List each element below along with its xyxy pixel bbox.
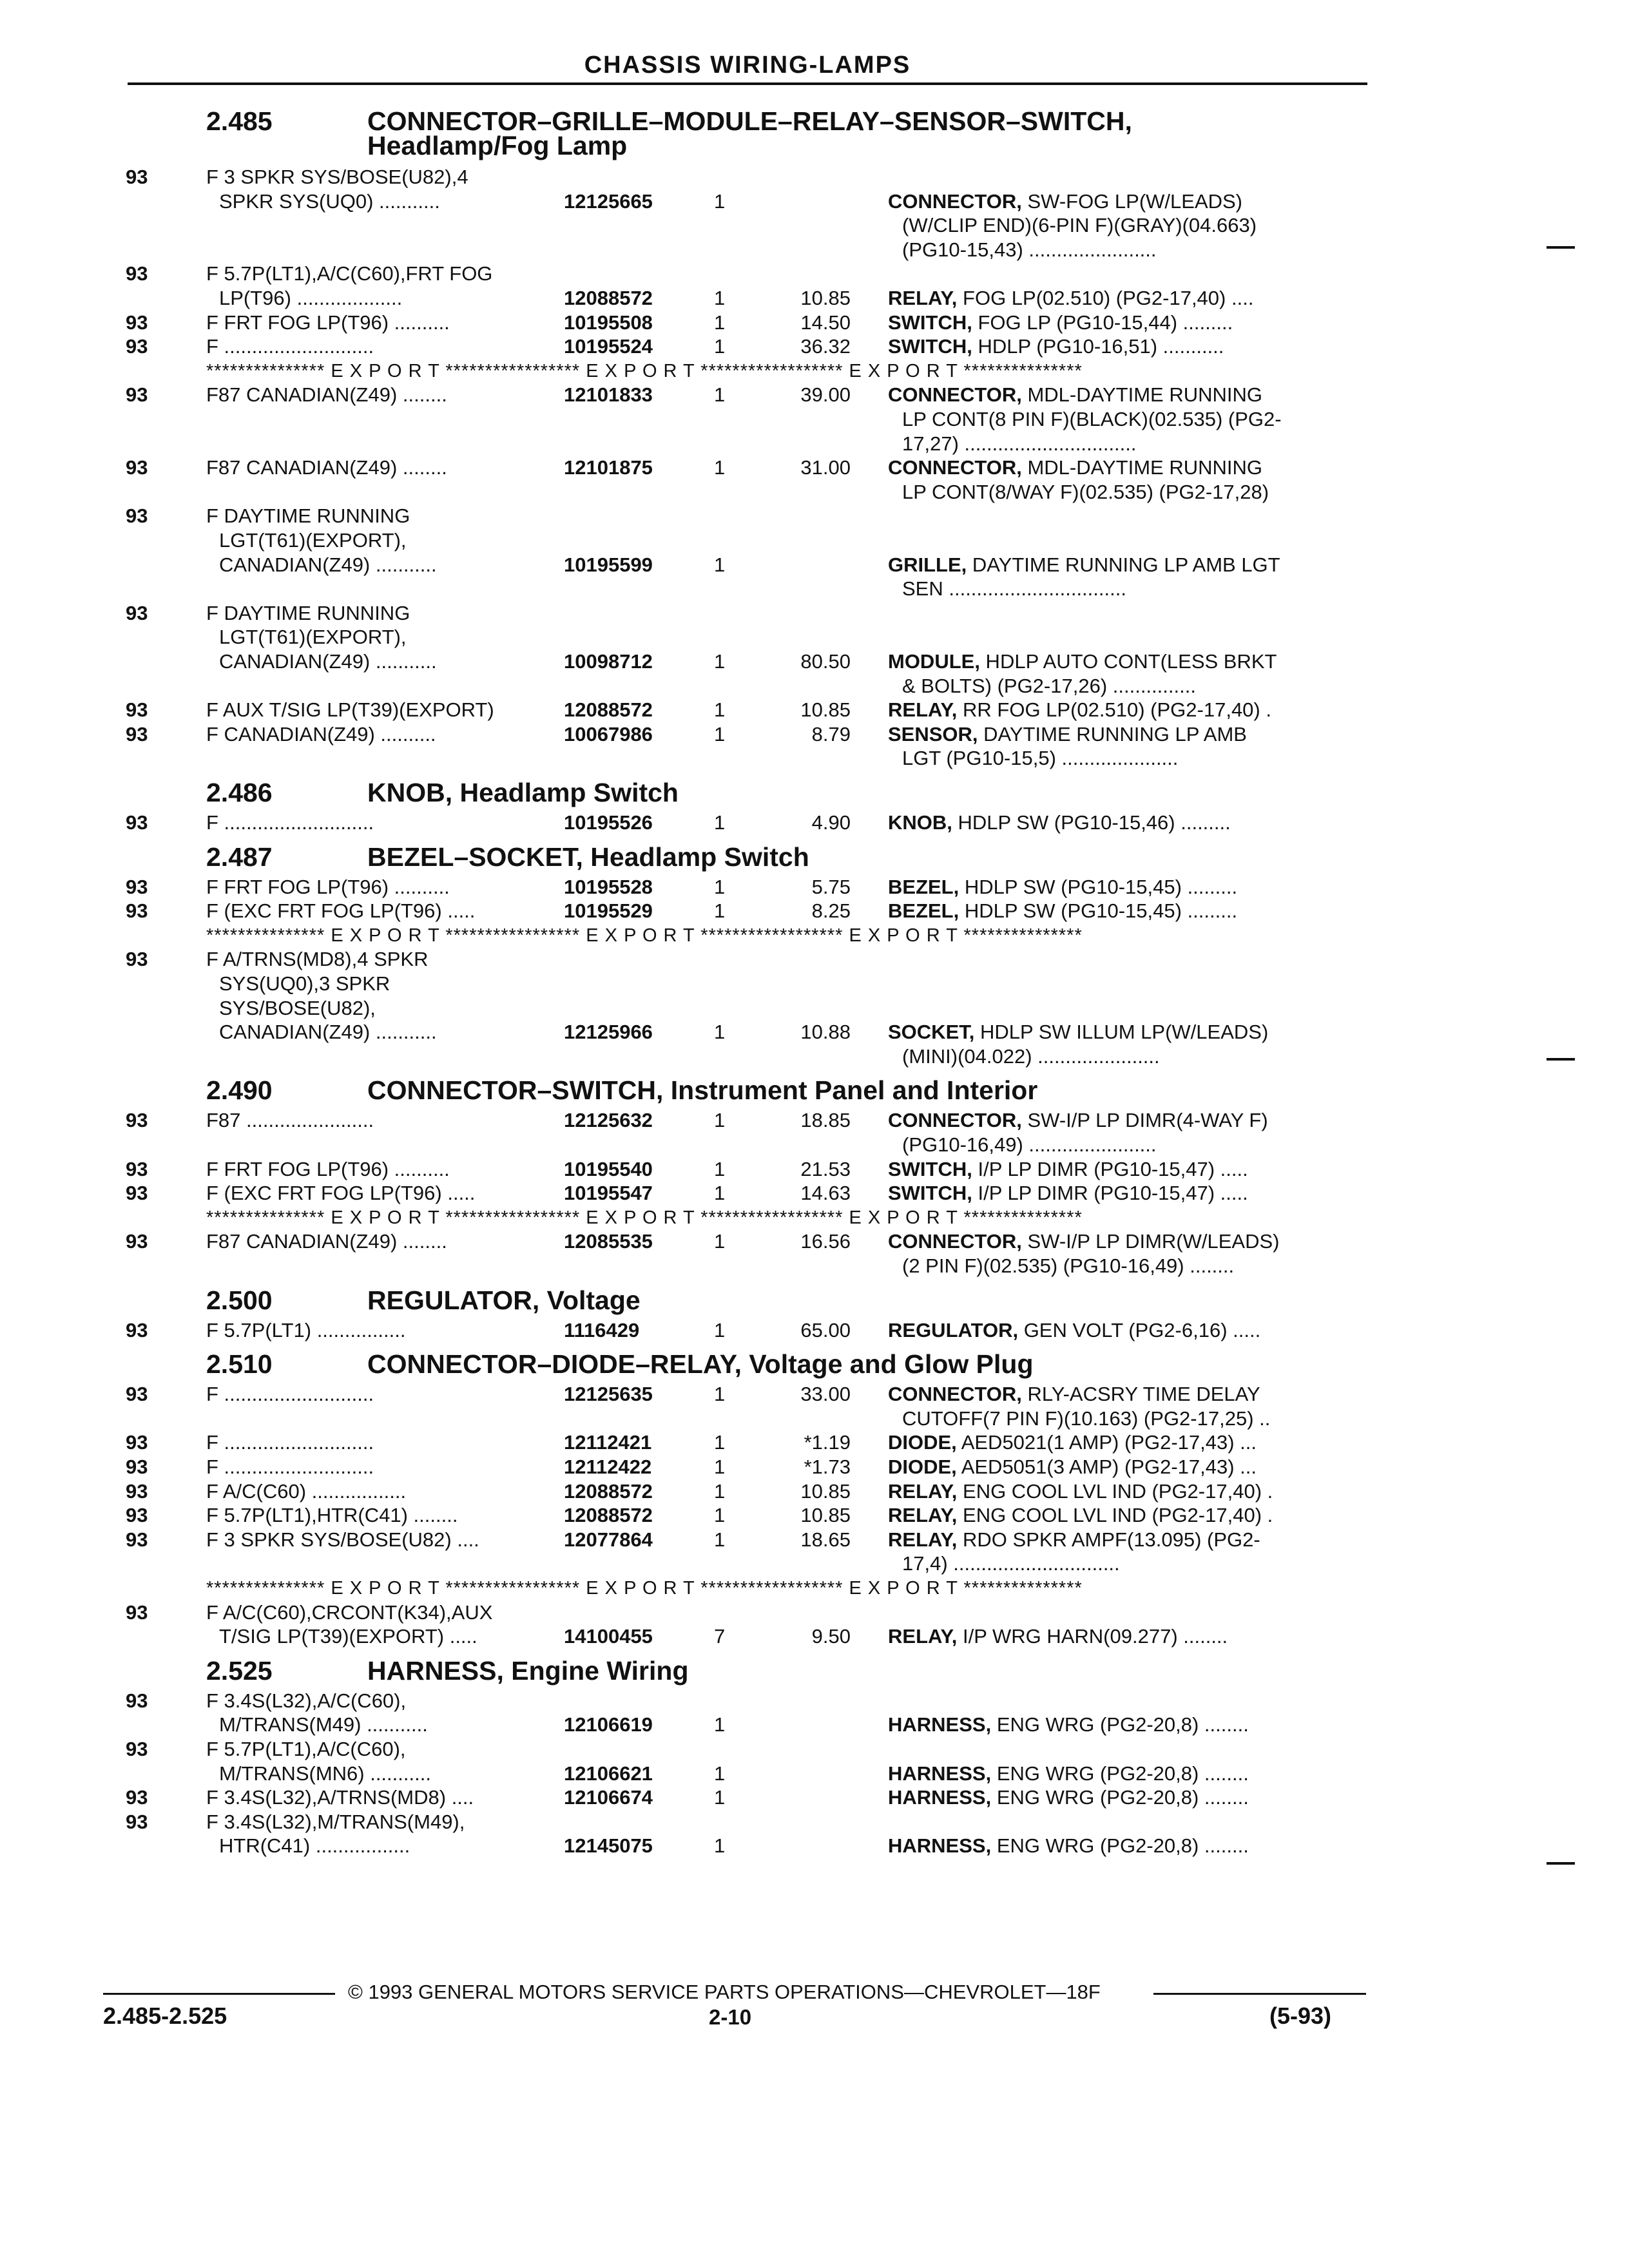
part-number: 12077864 (564, 1528, 653, 1551)
export-divider: *************** E X P O R T ***************** E X P O R T ****************** E X P O R T *************** (206, 1207, 1083, 1228)
description: SWITCH, I/P LP DIMR (PG10-15,47) ..... (888, 1182, 1248, 1205)
margin-mark (1547, 246, 1575, 249)
application: F 3 SPKR SYS/BOSE(U82),4 (206, 166, 468, 188)
model-year: 93 (126, 456, 148, 479)
section-title: BEZEL–SOCKET, Headlamp Switch (367, 841, 809, 872)
part-number: 12106674 (564, 1786, 653, 1809)
description: RELAY, FOG LP(02.510) (PG2-17,40) .... (888, 287, 1254, 309)
listing-line (0, 359, 1629, 383)
part-number: 1116429 (564, 1318, 640, 1341)
part-number: 12112422 (564, 1456, 652, 1478)
price: 21.53 (800, 1157, 851, 1180)
price: 18.85 (800, 1109, 851, 1132)
application: F ........................... (206, 1431, 374, 1454)
price: 5.75 (811, 875, 851, 898)
listing-line (0, 286, 1629, 311)
description: SWITCH, HDLP (PG10-16,51) ........... (888, 335, 1224, 358)
listing-line (0, 577, 1629, 601)
application: SYS/BOSE(U82), (219, 996, 376, 1019)
description: (PG10-16,49) ....................... (902, 1133, 1157, 1156)
quantity: 1 (714, 875, 726, 898)
price: 8.79 (811, 722, 851, 745)
quantity: 7 (714, 1625, 726, 1648)
part-number: 10067986 (564, 722, 653, 745)
price: 10.85 (800, 287, 851, 309)
quantity: 1 (714, 722, 726, 745)
listing-line (0, 722, 1629, 747)
price: 10.88 (800, 1021, 851, 1044)
description: LP CONT(8 PIN F)(BLACK)(02.535) (PG2- (902, 408, 1282, 430)
application: HTR(C41) ................. (219, 1834, 410, 1858)
application: F 3.4S(L32),M/TRANS(M49), (206, 1810, 465, 1833)
model-year: 93 (126, 1456, 148, 1478)
price: 31.00 (800, 456, 851, 479)
listing-line (0, 1834, 1629, 1858)
application: SPKR SYS(UQ0) ........... (219, 189, 440, 213)
listing-line (0, 1020, 1629, 1044)
quantity: 1 (714, 811, 726, 834)
description: RELAY, ENG COOL LVL IND (PG2-17,40) . (888, 1479, 1273, 1503)
model-year: 93 (126, 899, 148, 923)
quantity: 1 (714, 1109, 726, 1132)
quantity: 1 (714, 553, 726, 576)
application: F 5.7P(LT1),A/C(C60),FRT FOG (206, 262, 493, 285)
model-year: 93 (126, 262, 148, 285)
listing-line (0, 407, 1629, 432)
price: 4.90 (811, 811, 851, 834)
quantity: 1 (714, 1182, 726, 1205)
footer-rule-right (1153, 1993, 1366, 1995)
quantity: 1 (714, 335, 726, 358)
description: CONNECTOR, RLY-ACSRY TIME DELAY (888, 1383, 1260, 1406)
application: CANADIAN(Z49) ........... (219, 650, 437, 673)
model-year: 93 (126, 875, 148, 898)
part-number: 12125632 (564, 1109, 653, 1132)
section-number: 2.500 (206, 1285, 273, 1315)
description: DIODE, AED5051(3 AMP) (PG2-17,43) ... (888, 1456, 1257, 1478)
quantity: 1 (714, 1834, 726, 1858)
application: LP(T96) ................... (219, 287, 403, 309)
description: LGT (PG10-15,5) ..................... (902, 747, 1179, 770)
quantity: 1 (714, 1479, 726, 1503)
application: F87 CANADIAN(Z49) ........ (206, 1230, 447, 1253)
application: F ........................... (206, 335, 374, 358)
part-number: 10195529 (564, 899, 653, 923)
description: (PG10-15,43) ....................... (902, 238, 1157, 261)
quantity: 1 (714, 698, 726, 722)
application: SYS(UQ0),3 SPKR (219, 972, 390, 995)
quantity: 1 (714, 899, 726, 923)
section-number: 2.525 (206, 1655, 273, 1686)
model-year: 93 (126, 698, 148, 722)
model-year: 93 (126, 1109, 148, 1132)
listing-line (0, 334, 1629, 359)
quantity: 1 (714, 1431, 726, 1454)
application: F 3.4S(L32),A/C(C60), (206, 1689, 407, 1712)
quantity: 1 (714, 189, 726, 213)
quantity: 1 (714, 1762, 726, 1785)
quantity: 1 (714, 1713, 726, 1736)
quantity: 1 (714, 1456, 726, 1478)
model-year: 93 (126, 1383, 148, 1406)
part-number: 10195540 (564, 1157, 653, 1180)
listing-line (0, 238, 1629, 262)
price: 10.85 (800, 1479, 851, 1503)
part-number: 14100455 (564, 1625, 653, 1648)
listing-line (0, 1206, 1629, 1230)
export-divider: *************** E X P O R T ***************** E X P O R T ****************** E X P O R T *************** (206, 1578, 1083, 1599)
part-number: 12085535 (564, 1230, 653, 1253)
application: F87 CANADIAN(Z49) ........ (206, 456, 447, 479)
application: F A/C(C60) ................. (206, 1479, 407, 1503)
description: RELAY, RR FOG LP(02.510) (PG2-17,40) . (888, 698, 1271, 722)
model-year: 93 (126, 1318, 148, 1341)
footer-page-number: 2-10 (709, 2005, 752, 2029)
quantity: 1 (714, 456, 726, 479)
section-number: 2.510 (206, 1349, 273, 1379)
listing-line (0, 480, 1629, 505)
application: F ........................... (206, 811, 374, 834)
description: & BOLTS) (PG2-17,26) ............... (902, 674, 1196, 697)
application: F FRT FOG LP(T96) .......... (206, 1157, 450, 1180)
listing-line (0, 1713, 1629, 1737)
description: LP CONT(8/WAY F)(02.535) (PG2-17,28) (902, 480, 1269, 503)
description: CONNECTOR, SW-I/P LP DIMR(4-WAY F) (888, 1109, 1268, 1132)
application: F ........................... (206, 1383, 374, 1406)
export-divider: *************** E X P O R T ***************** E X P O R T ****************** E X P O R T *************** (206, 360, 1083, 381)
listing-line (0, 189, 1629, 214)
description: KNOB, HDLP SW (PG10-15,46) ......... (888, 811, 1231, 834)
application: T/SIG LP(T39)(EXPORT) ..... (219, 1625, 477, 1648)
part-number: 10195524 (564, 335, 653, 358)
quantity: 1 (714, 1318, 726, 1341)
description: REGULATOR, GEN VOLT (PG2-6,16) ..... (888, 1318, 1261, 1341)
listing-line (0, 1600, 1629, 1625)
model-year: 93 (126, 811, 148, 834)
application: F A/TRNS(MD8),4 SPKR (206, 948, 429, 971)
description: HARNESS, ENG WRG (PG2-20,8) ........ (888, 1834, 1249, 1858)
part-number: 12088572 (564, 698, 653, 722)
listing-line (0, 875, 1629, 899)
application: M/TRANS(M49) ........... (219, 1713, 428, 1736)
application: F DAYTIME RUNNING (206, 505, 410, 528)
model-year: 93 (126, 1504, 148, 1527)
description: CUTOFF(7 PIN F)(10.163) (PG2-17,25) .. (902, 1407, 1271, 1430)
model-year: 93 (126, 383, 148, 407)
listing-line (0, 899, 1629, 923)
description: 17,27) ............................... (902, 432, 1137, 455)
model-year: 93 (126, 1786, 148, 1809)
application: F (EXC FRT FOG LP(T96) ..... (206, 899, 476, 923)
model-year: 93 (126, 311, 148, 334)
listing-line (0, 1181, 1629, 1206)
quantity: 1 (714, 287, 726, 309)
section-title: HARNESS, Engine Wiring (367, 1655, 689, 1686)
application: F (EXC FRT FOG LP(T96) ..... (206, 1182, 476, 1205)
application: CANADIAN(Z49) ........... (219, 553, 437, 576)
listing-line (0, 1503, 1629, 1528)
section-number: 2.490 (206, 1075, 273, 1106)
description: CONNECTOR, SW-I/P LP DIMR(W/LEADS) (888, 1230, 1280, 1253)
part-number: 10098712 (564, 650, 653, 673)
part-number: 10195528 (564, 875, 653, 898)
listing-line (0, 1552, 1629, 1576)
quantity: 1 (714, 1383, 726, 1406)
listing-line (0, 1318, 1629, 1343)
listing-line (0, 1810, 1629, 1834)
application: F ........................... (206, 1456, 374, 1478)
footer-range: 2.485-2.525 (103, 2003, 227, 2029)
description: HARNESS, ENG WRG (PG2-20,8) ........ (888, 1713, 1249, 1736)
description: CONNECTOR, MDL-DAYTIME RUNNING (888, 383, 1262, 407)
application: F AUX T/SIG LP(T39)(EXPORT) (206, 698, 494, 722)
margin-mark (1547, 1862, 1575, 1865)
listing-line (0, 1254, 1629, 1278)
model-year: 93 (126, 166, 148, 188)
price: 36.32 (800, 335, 851, 358)
listing-line (0, 528, 1629, 553)
model-year: 93 (126, 1738, 148, 1760)
application: LGT(T61)(EXPORT), (219, 626, 407, 649)
part-number: 10195508 (564, 311, 653, 334)
listing-line (0, 746, 1629, 771)
listing-line (0, 811, 1629, 835)
quantity: 1 (714, 1021, 726, 1044)
description: (2 PIN F)(02.535) (PG10-16,49) ........ (902, 1254, 1235, 1277)
listing-line (0, 1737, 1629, 1762)
description: CONNECTOR, MDL-DAYTIME RUNNING (888, 456, 1262, 479)
model-year: 93 (126, 1157, 148, 1180)
listing-line (0, 1430, 1629, 1455)
model-year: 93 (126, 601, 148, 624)
description: DIODE, AED5021(1 AMP) (PG2-17,43) ... (888, 1431, 1257, 1454)
listing-line (0, 996, 1629, 1021)
listing-line (0, 1689, 1629, 1713)
model-year: 93 (126, 1230, 148, 1253)
price: *1.19 (804, 1431, 851, 1454)
model-year: 93 (126, 505, 148, 528)
part-number: 10195599 (564, 553, 653, 576)
model-year: 93 (126, 1600, 148, 1624)
listing-line (0, 1785, 1629, 1810)
listing-line (0, 1479, 1629, 1504)
model-year: 93 (126, 1810, 148, 1833)
application: F87 CANADIAN(Z49) ........ (206, 383, 447, 407)
section-title: REGULATOR, Voltage (367, 1285, 641, 1315)
listing-line (0, 383, 1629, 407)
description: HARNESS, ENG WRG (PG2-20,8) ........ (888, 1786, 1249, 1809)
page-title: CHASSIS WIRING-LAMPS (584, 52, 911, 79)
price: 80.50 (800, 650, 851, 673)
description: MODULE, HDLP AUTO CONT(LESS BRKT (888, 650, 1277, 673)
section-title: CONNECTOR–GRILLE–MODULE–RELAY–SENSOR–SWITCH, (367, 106, 1132, 136)
listing-line (0, 1624, 1629, 1649)
margin-mark (1547, 1058, 1575, 1061)
listing-line (0, 1044, 1629, 1069)
description: SEN ................................ (902, 577, 1126, 601)
application: M/TRANS(MN6) ........... (219, 1762, 431, 1785)
export-divider: *************** E X P O R T ***************** E X P O R T ****************** E X P O R T *************** (206, 925, 1083, 946)
footer-date-code: (5-93) (1269, 2003, 1332, 2029)
description: 17,4) .............................. (902, 1552, 1120, 1575)
description: RELAY, ENG COOL LVL IND (PG2-17,40) . (888, 1504, 1273, 1527)
description: BEZEL, HDLP SW (PG10-15,45) ......... (888, 899, 1238, 923)
listing-line (0, 213, 1629, 238)
application: F 5.7P(LT1) ................ (206, 1318, 406, 1341)
listing-line (0, 1157, 1629, 1182)
part-number: 12125635 (564, 1383, 653, 1406)
application: F87 ....................... (206, 1109, 374, 1132)
description: (MINI)(04.022) ...................... (902, 1044, 1160, 1068)
listing-line (0, 1133, 1629, 1157)
listing-line (0, 674, 1629, 698)
application: F 3 SPKR SYS/BOSE(U82) .... (206, 1528, 479, 1551)
application: F 5.7P(LT1),HTR(C41) ........ (206, 1504, 458, 1527)
price: 10.85 (800, 698, 851, 722)
listing-line (0, 947, 1629, 972)
listing-line (0, 923, 1629, 948)
application: F DAYTIME RUNNING (206, 601, 410, 624)
listing-line (0, 1407, 1629, 1431)
listing-line (0, 625, 1629, 649)
model-year: 93 (126, 1479, 148, 1503)
price: 65.00 (800, 1318, 851, 1341)
section-title-line2: Headlamp/Fog Lamp (367, 131, 628, 160)
part-number: 12112421 (564, 1431, 652, 1454)
section-title: CONNECTOR–SWITCH, Instrument Panel and Interior (367, 1075, 1038, 1106)
description: SWITCH, I/P LP DIMR (PG10-15,47) ..... (888, 1157, 1248, 1180)
quantity: 1 (714, 383, 726, 407)
listing-line (0, 1576, 1629, 1600)
section-number: 2.486 (206, 778, 273, 807)
listing-line (0, 1108, 1629, 1133)
application: F 5.7P(LT1),A/C(C60), (206, 1738, 406, 1760)
model-year: 93 (126, 1182, 148, 1205)
price: *1.73 (804, 1456, 851, 1478)
listing-line (0, 553, 1629, 577)
listing-line (0, 1528, 1629, 1552)
description: RELAY, RDO SPKR AMPF(13.095) (PG2- (888, 1528, 1260, 1551)
application: F CANADIAN(Z49) .......... (206, 722, 436, 745)
listing-line (0, 1229, 1629, 1254)
footer-rule-left (103, 1993, 335, 1995)
description: GRILLE, DAYTIME RUNNING LP AMB LGT (888, 553, 1280, 576)
model-year: 93 (126, 1431, 148, 1454)
price: 14.63 (800, 1182, 851, 1205)
description: (W/CLIP END)(6-PIN F)(GRAY)(04.663) (902, 214, 1257, 237)
listing-line (0, 649, 1629, 674)
quantity: 1 (714, 1230, 726, 1253)
price: 18.65 (800, 1528, 851, 1551)
listing-line (0, 432, 1629, 456)
listing-line (0, 1455, 1629, 1479)
model-year: 93 (126, 1528, 148, 1551)
listing-line (0, 262, 1629, 286)
listing-line (0, 698, 1629, 722)
part-number: 12101833 (564, 383, 653, 407)
model-year: 93 (126, 1689, 148, 1712)
model-year: 93 (126, 948, 148, 971)
part-number: 12088572 (564, 1479, 653, 1503)
section-title: CONNECTOR–DIODE–RELAY, Voltage and Glow Plug (367, 1349, 1034, 1379)
quantity: 1 (714, 311, 726, 334)
part-number: 12125966 (564, 1021, 653, 1044)
price: 14.50 (800, 311, 851, 334)
price: 8.25 (811, 899, 851, 923)
part-number: 12088572 (564, 287, 653, 309)
price: 10.85 (800, 1504, 851, 1527)
part-number: 12106621 (564, 1762, 653, 1785)
price: 33.00 (800, 1383, 851, 1406)
footer-copyright: © 1993 GENERAL MOTORS SERVICE PARTS OPERATIONS—CHEVROLET—18F (348, 1981, 1101, 2003)
price: 39.00 (800, 383, 851, 407)
listing-line (0, 504, 1629, 528)
price: 9.50 (811, 1625, 851, 1648)
description: CONNECTOR, SW-FOG LP(W/LEADS) (888, 189, 1243, 213)
title-rule (128, 82, 1367, 85)
quantity: 1 (714, 1786, 726, 1809)
quantity: 1 (714, 1504, 726, 1527)
section-number: 2.487 (206, 841, 273, 872)
part-number: 10195547 (564, 1182, 653, 1205)
quantity: 1 (714, 650, 726, 673)
description: SWITCH, FOG LP (PG10-15,44) ......... (888, 311, 1233, 334)
description: BEZEL, HDLP SW (PG10-15,45) ......... (888, 875, 1238, 898)
quantity: 1 (714, 1528, 726, 1551)
listing-line (0, 601, 1629, 626)
model-year: 93 (126, 335, 148, 358)
description: HARNESS, ENG WRG (PG2-20,8) ........ (888, 1762, 1249, 1785)
listing-line (0, 456, 1629, 480)
description: SOCKET, HDLP SW ILLUM LP(W/LEADS) (888, 1021, 1269, 1044)
part-number: 12101875 (564, 456, 653, 479)
model-year: 93 (126, 722, 148, 745)
application: F FRT FOG LP(T96) .......... (206, 311, 450, 334)
description: RELAY, I/P WRG HARN(09.277) ........ (888, 1625, 1228, 1648)
part-number: 10195526 (564, 811, 653, 834)
price: 16.56 (800, 1230, 851, 1253)
quantity: 1 (714, 1157, 726, 1180)
listing-line (0, 1382, 1629, 1407)
listing-line (0, 1762, 1629, 1786)
application: F A/C(C60),CRCONT(K34),AUX (206, 1600, 493, 1624)
application: CANADIAN(Z49) ........... (219, 1021, 437, 1044)
listing-line (0, 972, 1629, 996)
application: F 3.4S(L32),A/TRNS(MD8) .... (206, 1786, 474, 1809)
part-number: 12088572 (564, 1504, 653, 1527)
section-title: KNOB, Headlamp Switch (367, 778, 679, 807)
application: F FRT FOG LP(T96) .......... (206, 875, 450, 898)
application: LGT(T61)(EXPORT), (219, 529, 407, 552)
listing-line (0, 311, 1629, 335)
part-number: 12106619 (564, 1713, 653, 1736)
description: SENSOR, DAYTIME RUNNING LP AMB (888, 722, 1247, 745)
listing-line (0, 165, 1629, 189)
section-number: 2.485 (206, 106, 273, 136)
part-number: 12125665 (564, 189, 653, 213)
part-number: 12145075 (564, 1834, 653, 1858)
